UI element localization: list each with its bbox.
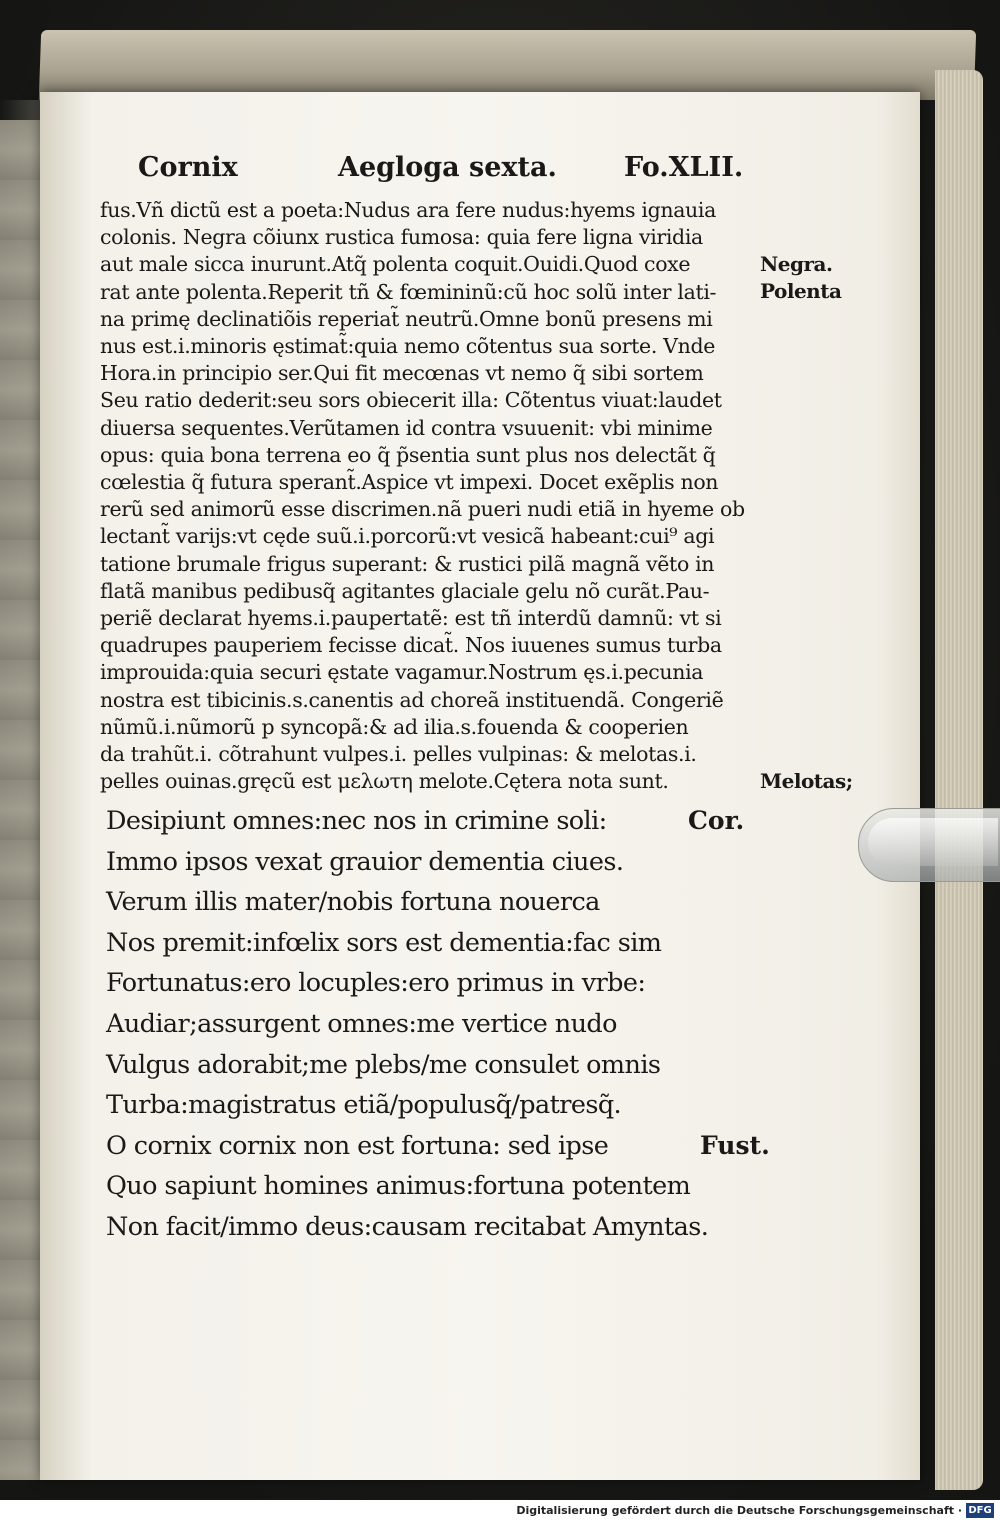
commentary-line: flatã manibus pedibusq̃ agitantes glaciale gelu nõ curãt.Pau- xyxy=(100,578,710,603)
commentary-line: opus: quia bona terrena eo q̃ p̃sentia sunt plus nos delectãt q̃ xyxy=(100,442,716,467)
running-head-left: Cornix xyxy=(138,152,238,183)
commentary-line: nus est.i.minoris ęstimat̃:quia nemo cõtentus sua sorte. Vnde xyxy=(100,334,716,358)
commentary-line: quadrupes pauperiem fecisse dicat̃. Nos iuuenes sumus turba xyxy=(100,633,722,658)
verse-line: Quo sapiunt homines animus:fortuna potentem xyxy=(106,1171,691,1202)
footer-credit: Digitalisierung gefördert durch die Deutsche Forschungsgemeinschaft · xyxy=(516,1504,962,1517)
commentary-line: tatione brumale frigus superant: & rustici pilã magnã vẽto in xyxy=(100,551,715,576)
margin-note: Negra. xyxy=(760,252,833,277)
commentary-line: fus.Vñ dictũ est a poeta:Nudus ara fere nudus:hyems ignauia xyxy=(100,198,716,222)
commentary-line: rat ante polenta.Reperit tñ & fœmininũ:cũ hoc solũ inter lati- xyxy=(100,279,717,304)
verse-line: Audiar;assurgent omnes:me vertice nudo xyxy=(106,1009,617,1039)
book-top-edge xyxy=(39,30,976,100)
verse-line: Vulgus adorabit;me plebs/me consulet omnis xyxy=(106,1049,661,1080)
verse-line: Desipiunt omnes:nec nos in crimine soli: xyxy=(106,806,607,836)
commentary-line: aut male sicca inurunt.Atq̃ polenta coquit.Ouidi.Quod coxe xyxy=(100,252,691,277)
verse-line: Nos premit:infœlix sors est dementia:fac sim xyxy=(106,927,662,958)
margin-note: Polenta xyxy=(760,279,842,304)
verse-line: Verum illis mater/nobis fortuna nouerca xyxy=(106,887,600,918)
commentary-line: Hora.in principio ser.Qui fit mecœnas vt nemo q̃ sibi sortem xyxy=(100,361,704,386)
commentary-line: Seu ratio dederit:seu sors obiecerit illa: Cõtentus viuat:laudet xyxy=(100,388,722,413)
verse-line: Turba:magistratus etiã/populusq̃/patresq̃. xyxy=(106,1090,622,1121)
verse-line: Non facit/immo deus:causam recitabat Amyntas. xyxy=(106,1212,709,1242)
margin-note: Melotas; xyxy=(760,769,853,793)
folio-number: Fo.XLII. xyxy=(624,152,744,183)
verse-line: Fortunatus:ero locuples:ero primus in vrbe: xyxy=(106,968,646,999)
verse-line: O cornix cornix non est fortuna: sed ipse xyxy=(106,1130,609,1161)
speaker-label: Cor. xyxy=(688,806,745,835)
glass-highlight xyxy=(868,818,998,866)
dfg-logo: DFG xyxy=(966,1503,994,1518)
commentary-line: periẽ declarat hyems.i.paupertatẽ: est tñ interdũ damnũ: vt si xyxy=(100,606,722,630)
running-head-title: Aegloga sexta. xyxy=(338,152,557,183)
commentary-line: diuersa sequentes.Verũtamen id contra vsuuenit: vbi minime xyxy=(100,415,713,440)
commentary-line: da trahũt.i. cõtrahunt vulpes.i. pelles vulpinas: & melotas.i. xyxy=(100,742,697,766)
commentary-line: rerũ sed animorũ esse discrimen.nã pueri nudi etiã in hyeme ob xyxy=(100,497,745,522)
commentary-line: nũmũ.i.nũmorũ p syncopã:& ad ilia.s.fouenda & cooperien xyxy=(100,714,689,739)
commentary-line: cœlestia q̃ futura sperant̃.Aspice vt impexi. Docet exẽplis non xyxy=(100,470,719,494)
commentary-line: improuida:quia securi ęstate vagamur.Nostrum ęs.i.pecunia xyxy=(100,660,704,685)
commentary-line: pelles ouinas.gręcũ est μελωτη melote.Cętera nota sunt. xyxy=(100,769,669,794)
commentary-line: lectant̃ varijs:vt cęde suũ.i.porcorũ:vt vesicã habeant:cui⁹ agi xyxy=(100,524,715,549)
commentary-line: colonis. Negra cõiunx rustica fumosa: quia fere ligna viridia xyxy=(100,225,703,250)
commentary-line: na primę declinatiõis reperiat̃ neutrũ.Omne bonũ presens mi xyxy=(100,306,713,331)
verse-line: Immo ipsos vexat grauior dementia ciues. xyxy=(106,846,624,877)
commentary-line: nostra est tibicinis.s.canentis ad choreã instituendã. Congeriẽ xyxy=(100,687,724,712)
book-fore-edge xyxy=(935,70,983,1490)
speaker-label: Fust. xyxy=(700,1130,770,1160)
